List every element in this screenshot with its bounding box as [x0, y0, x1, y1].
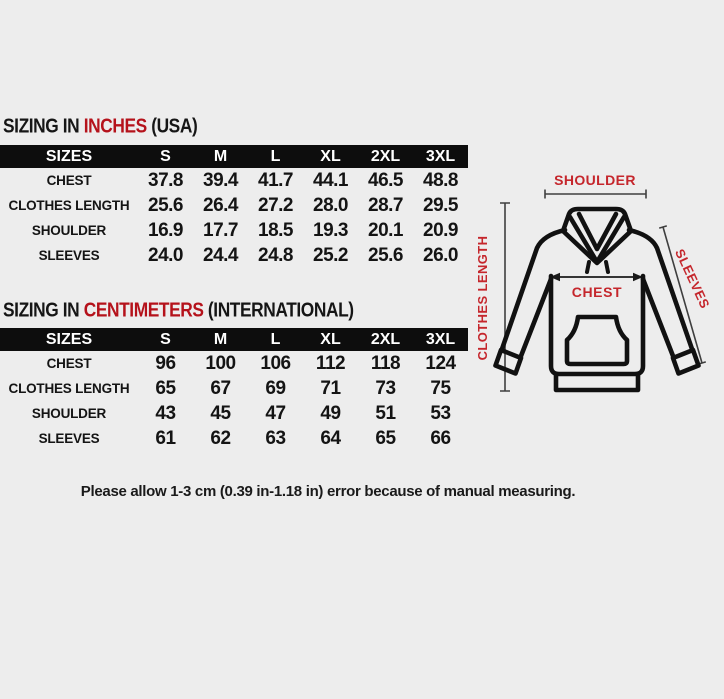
table-row	[0, 243, 468, 268]
value-cell: 46.5	[368, 169, 403, 191]
value-cell: 37.8	[148, 169, 183, 191]
inches-title-unit: INCHES	[83, 115, 147, 138]
value-cell: 17.7	[203, 219, 238, 241]
value-cell: 28.0	[313, 194, 348, 216]
clothes-length-measure-line	[500, 203, 510, 391]
value-cell: 16.9	[148, 219, 183, 241]
value-cell: 65	[155, 377, 176, 399]
table-row	[0, 376, 468, 401]
value-cell: 124	[425, 352, 456, 374]
value-cell: 112	[315, 352, 346, 374]
value-cell: 64	[320, 427, 341, 449]
centimeters-title-prefix: SIZING IN	[3, 299, 84, 322]
hem-band	[556, 374, 638, 390]
sleeves-label: SLEEVES	[672, 246, 713, 312]
value-cell: 96	[155, 352, 176, 374]
header-cell: XL	[303, 145, 358, 168]
table-row	[0, 168, 468, 193]
inches-title-suffix: (USA)	[146, 115, 198, 138]
value-cell: 26.0	[423, 244, 458, 266]
table-row	[0, 401, 468, 426]
row-label: CLOTHES LENGTH	[8, 381, 130, 396]
value-cell: 39.4	[203, 169, 238, 191]
hoodie-measurement-diagram	[455, 160, 724, 405]
header-cell: M	[193, 328, 248, 351]
centimeters-title-suffix: (INTERNATIONAL)	[203, 299, 354, 322]
left-cuff	[496, 350, 522, 374]
table-header-row	[0, 145, 468, 168]
hood-outline	[563, 209, 631, 263]
header-cell: L	[248, 145, 303, 168]
left-sleeve-outer	[502, 230, 565, 349]
row-label: CLOTHES LENGTH	[8, 198, 130, 213]
value-cell: 66	[430, 427, 451, 449]
row-label: CHEST	[46, 356, 92, 371]
value-cell: 62	[210, 427, 231, 449]
table-row	[0, 193, 468, 218]
value-cell: 53	[430, 402, 451, 424]
measuring-error-note: Please allow 1-3 cm (0.39 in-1.18 in) error because of manual measuring.	[80, 483, 576, 500]
value-cell: 25.2	[313, 244, 348, 266]
value-cell: 47	[265, 402, 286, 424]
centimeters-title	[3, 299, 354, 323]
inches-title-prefix: SIZING IN	[3, 115, 84, 138]
centimeters-title-unit: CENTIMETERS	[83, 299, 204, 322]
kangaroo-pocket	[567, 317, 627, 364]
left-sleeve-inner	[521, 279, 551, 356]
value-cell: 26.4	[203, 194, 238, 216]
value-cell: 63	[265, 427, 286, 449]
value-cell: 24.8	[258, 244, 293, 266]
table-row	[0, 351, 468, 376]
value-cell: 45	[210, 402, 231, 424]
value-cell: 19.3	[313, 219, 348, 241]
inches-title	[3, 115, 197, 139]
chest-measure-arrow	[550, 273, 643, 281]
value-cell: 73	[375, 377, 396, 399]
table-header-row	[0, 328, 468, 351]
value-cell: 48.8	[423, 169, 458, 191]
clothes-length-label: CLOTHES LENGTH	[475, 235, 490, 361]
chest-label: CHEST	[571, 284, 623, 300]
value-cell: 71	[320, 377, 341, 399]
header-cell: SIZES	[0, 328, 138, 351]
header-cell: 2XL	[358, 145, 413, 168]
header-cell: S	[138, 145, 193, 168]
value-cell: 27.2	[258, 194, 293, 216]
header-cell: S	[138, 328, 193, 351]
value-cell: 18.5	[258, 219, 293, 241]
value-cell: 75	[430, 377, 451, 399]
hoodie-diagram-svg	[455, 160, 724, 405]
value-cell: 69	[265, 377, 286, 399]
value-cell: 61	[155, 427, 176, 449]
row-label: SLEEVES	[38, 431, 100, 446]
value-cell: 106	[260, 352, 291, 374]
right-sleeve-inner	[643, 279, 673, 356]
value-cell: 20.1	[368, 219, 403, 241]
value-cell: 43	[155, 402, 176, 424]
header-cell: 3XL	[413, 145, 468, 168]
value-cell: 44.1	[313, 169, 348, 191]
value-cell: 24.4	[203, 244, 238, 266]
header-cell: L	[248, 328, 303, 351]
sizing-table-centimeters	[0, 328, 468, 451]
value-cell: 28.7	[368, 194, 403, 216]
value-cell: 29.5	[423, 194, 458, 216]
header-cell: 3XL	[413, 328, 468, 351]
value-cell: 49	[320, 402, 341, 424]
header-cell: XL	[303, 328, 358, 351]
value-cell: 25.6	[368, 244, 403, 266]
row-label: SHOULDER	[31, 406, 107, 421]
value-cell: 20.9	[423, 219, 458, 241]
value-cell: 51	[375, 402, 396, 424]
header-cell: 2XL	[358, 328, 413, 351]
sizing-table-inches	[0, 145, 468, 268]
row-label: SLEEVES	[38, 248, 100, 263]
value-cell: 118	[370, 352, 401, 374]
row-label: CHEST	[46, 173, 92, 188]
header-cell: SIZES	[0, 145, 138, 168]
shoulder-measure-line	[545, 190, 646, 199]
right-cuff	[673, 350, 699, 374]
table-row	[0, 426, 468, 451]
row-label: SHOULDER	[31, 223, 107, 238]
value-cell: 65	[375, 427, 396, 449]
shoulder-label: SHOULDER	[554, 172, 636, 188]
header-cell: M	[193, 145, 248, 168]
value-cell: 24.0	[148, 244, 183, 266]
value-cell: 67	[210, 377, 231, 399]
value-cell: 41.7	[258, 169, 293, 191]
hood-opening	[570, 217, 624, 262]
table-row	[0, 218, 468, 243]
value-cell: 25.6	[148, 194, 183, 216]
value-cell: 100	[205, 352, 236, 374]
